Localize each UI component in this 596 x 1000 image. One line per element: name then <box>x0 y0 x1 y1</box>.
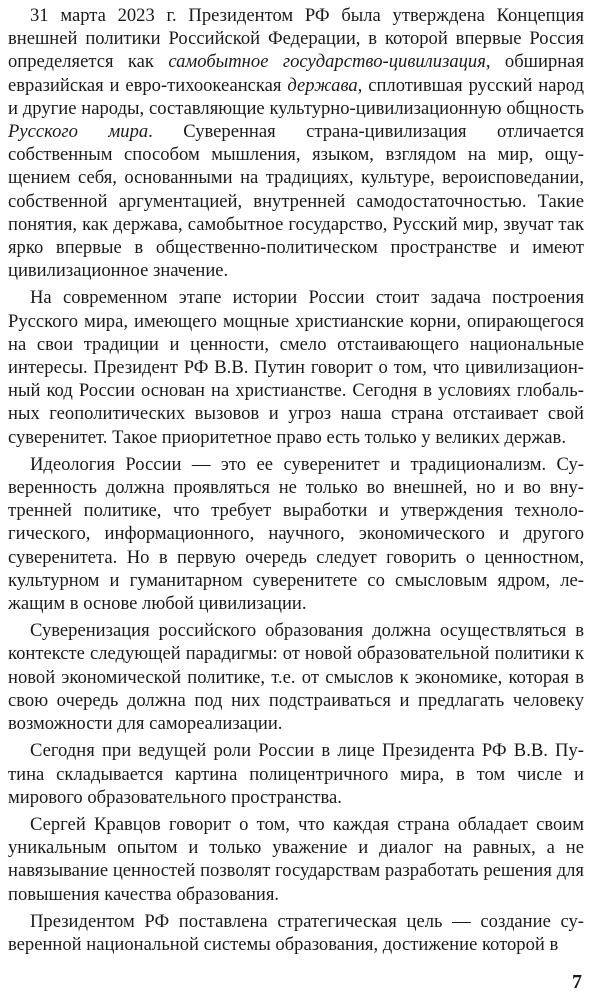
paragraph <box>8 4 584 282</box>
text-run: На современном этапе истории России стоит задача построения Русского мира, имеющего мощные христианские корни, опирающегося на свои традиции и ценности, смело отстаивающего национальные интересы. Президент РФ В.В. Путин говорит о том, что цивилизационный код России основан на христианстве. Сегодня в условиях глобальных геополитических вызовов и угроз наша страна отстаивает свой суверенитет. Такое приоритетное право есть только у великих держав. <box>8 287 584 448</box>
paragraph <box>8 910 584 956</box>
text-run: . Суверенная страна-цивилизация отличается собственным способом мышления, языком, взглядом на мир, ощущением себя, основанными на традициях, культуре, вероисповедании, собственной аргументацией, внутренней самодостаточностью. Такие понятия, как держава, самобытное государство, Русский мир, звучат так ярко впервые в общественно-политическом пространстве и имеют цивилизационное значение. <box>8 121 585 282</box>
text-run: Сергей Кравцов говорит о том, что каждая страна обладает своим уникальным опытом и только уважение и диалог на равных, а не навязывание ценностей позволят государствам разработать решения для повышения качества образования. <box>8 813 584 905</box>
text-run: Сегодня при ведущей роли России в лице Президента РФ В.В. Путина складывается картина полицентричного мира, в том числе и мирового образовательного пространства. <box>8 740 584 808</box>
body-text <box>8 4 584 956</box>
text-run: , обширная евразийская и евро-тихоокеанская <box>8 51 584 96</box>
italic-text: самобытное государство-цивилизация <box>168 51 486 73</box>
italic-text: Русского мира <box>8 121 149 143</box>
paragraph <box>8 813 584 906</box>
italic-text: держава, <box>287 74 363 96</box>
paragraph <box>8 619 584 735</box>
paragraph <box>8 739 584 809</box>
text-run: 31 марта 2023 г. Президентом РФ была утверждена Концепция внешней политики Российской Федерации, в которой впервые Россия определяется как <box>8 5 584 73</box>
text-run: Идеология России — это ее суверенитет и традиционализм. Суверенность должна проявляться не только во внешней, но и во внутренней политике, что требует выработки и утверждения технологического, информационного, научного, экономического и другого суверенитета. Но в первую очередь следует говорить о ценностном, культурном и гуманитарном суверенитете со смысловым ядром, лежащим в основе любой цивилизации. <box>8 453 584 615</box>
paragraph <box>8 453 584 615</box>
text-run: Суверенизация российского образования должна осуществляться в контексте следующей парадигмы: от новой образовательной политики к новой экономической политике, т.е. от смыслов к экономике, которая в свою очередь должна под них подстраиваться и предлагать человеку возможности для самореализации. <box>8 620 584 735</box>
page-number: 7 <box>572 971 582 993</box>
text-run: сплотившая русский народ и другие народы, составляющие культурно-цивилизационную общность <box>8 74 584 119</box>
text-run: Президентом РФ поставлена стратегическая цель — создание суверенной национальной системы образования, достижение которой в <box>8 910 584 955</box>
paragraph <box>8 286 584 448</box>
